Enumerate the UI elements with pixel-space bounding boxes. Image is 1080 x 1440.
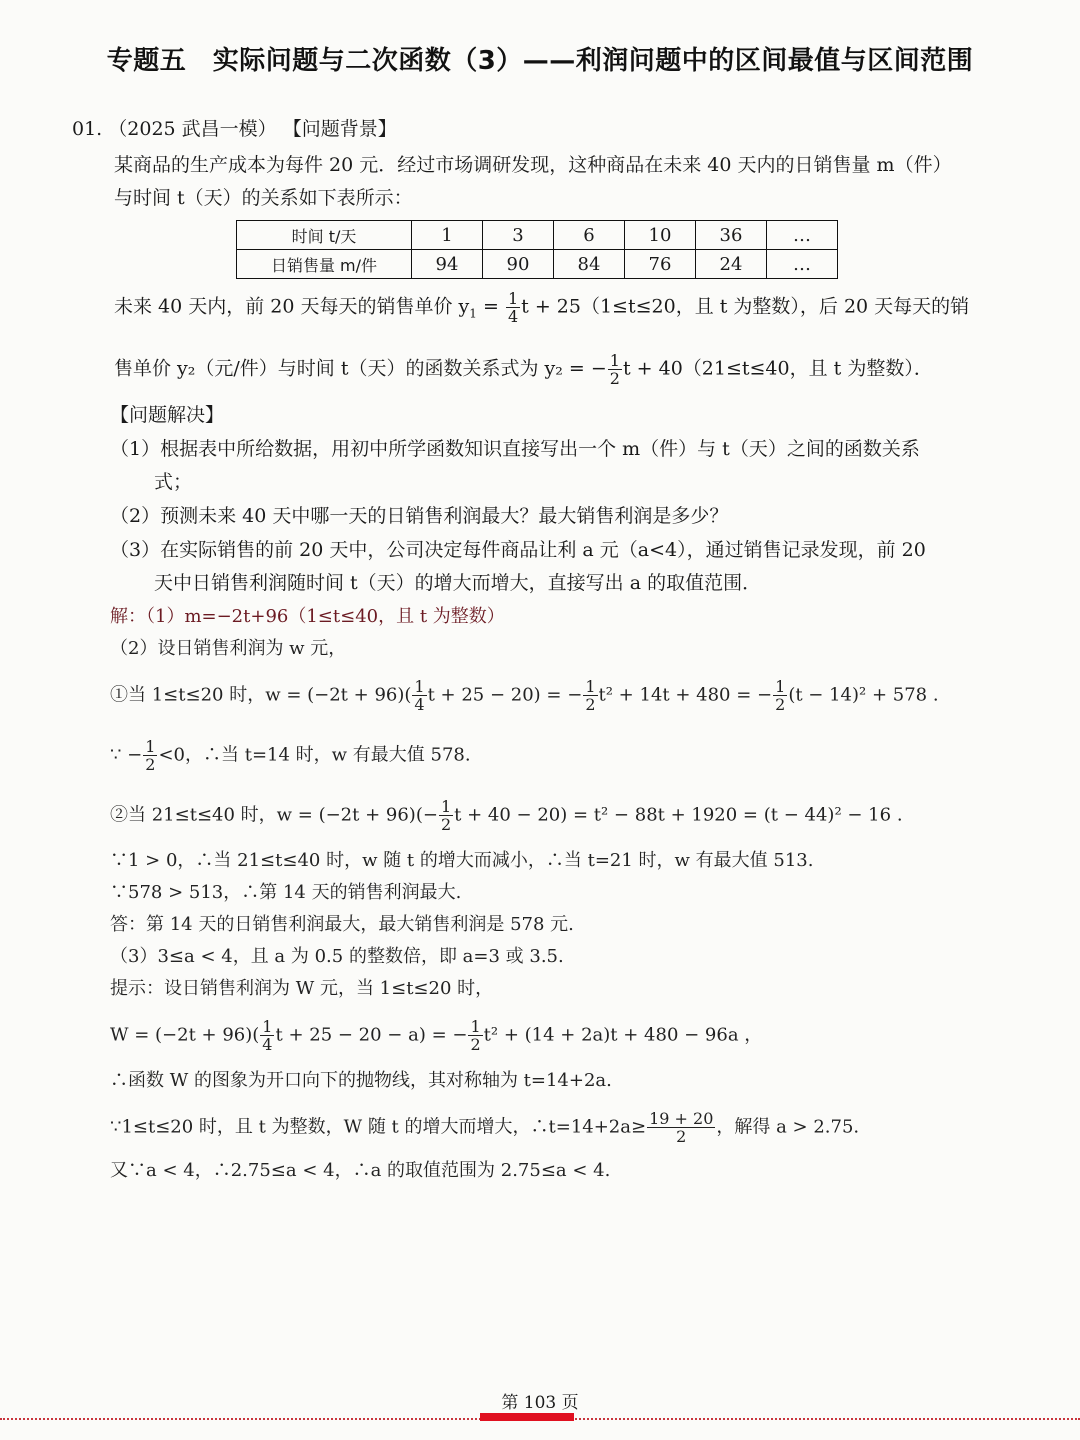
price1-pre: 未来 40 天内，前 20 天每天的销售单价 y: [114, 295, 470, 318]
solution-14: 又∵a < 4，∴2.75≤a < 4，∴a 的取值范围为 2.75≤a < 4.: [110, 1160, 611, 1181]
table-row-label: 时间 t/天: [237, 221, 412, 250]
solution-6: ∵1 > 0，∴当 21≤t≤40 时，w 随 t 的增大而减小，∴当 t=21 时，w 有最大值 513.: [110, 850, 814, 871]
table-cell: 36: [696, 221, 767, 250]
price1-eq: =: [482, 295, 499, 318]
background-label: 【问题背景】: [282, 118, 397, 140]
solution-10: 提示：设日销售利润为 W 元，当 1≤t≤20 时，: [110, 978, 494, 999]
background-text-2: 与时间 t（天）的关系如下表所示：: [114, 187, 413, 209]
price2-post: t + 40（21≤t≤40，且 t 为整数）．: [622, 357, 933, 380]
question-3b: 天中日销售利润随时间 t（天）的增大而增大，直接写出 a 的取值范围．: [154, 572, 762, 594]
solution-2: （2）设日销售利润为 w 元，: [110, 638, 347, 659]
table-cell: 1: [412, 221, 483, 250]
background-text-1: 某商品的生产成本为每件 20 元．经过市场调研发现，这种商品在未来 40 天内的日销售量 m（件）: [114, 154, 952, 176]
solution-12: ∴函数 W 的图象为开口向下的抛物线，其对称轴为 t=14+2a.: [110, 1070, 612, 1091]
price2-pre: 售单价 y₂（元/件）与时间 t（天）的函数关系式为 y₂ = −: [114, 357, 607, 380]
solution-9: （3）3≤a < 4，且 a 为 0.5 的整数倍，即 a=3 或 3.5.: [110, 946, 564, 967]
table-cell: 3: [483, 221, 554, 250]
solution-11: W = (−2t + 96)( $\frac{1}{4}$ t + 25 − 20 − a) = − $\frac{1}{2}$ t² + (14 + 2a)t + 480 − 96a ，: [110, 1017, 763, 1054]
problem-number: 01.: [72, 118, 103, 140]
fraction: $\frac{1}{2}$: [609, 351, 620, 388]
page-number: 第 103 页: [501, 1393, 579, 1413]
table-cell: 90: [483, 250, 554, 279]
price-formula-2: [114, 352, 933, 387]
price-formula-1: 未来 40 天内，前 20 天每天的销售单价 $y_1$ = $\frac{1}{4}$ t + 25（1≤t≤20，且 t 为整数），后 20 天每天的销: [114, 289, 970, 326]
footer-accent-bar: [480, 1413, 574, 1421]
solution-8: 答：第 14 天的日销售利润最大，最大销售利润是 578 元.: [110, 914, 574, 935]
solution-3: ①当 1≤t≤20 时，w = (−2t + 96)( $\frac{1}{4}$ t + 25 − 20) = − $\frac{1}{2}$ t² + 14t + 480 = − $\frac{1}{2}$ (t − 14)² + 578 .: [110, 677, 939, 714]
table-row-label: 日销售量 m/件: [237, 250, 412, 279]
solution-1: 解：（1）m=−2t+96（1≤t≤40，且 t 为整数）: [110, 606, 505, 627]
question-1a: （1）根据表中所给数据，用初中所学函数知识直接写出一个 m（件）与 t（天）之间的函数关系: [110, 438, 920, 460]
table-cell: 24: [696, 250, 767, 279]
solve-label: 【问题解决】: [110, 404, 225, 426]
solution-7: ∵578 > 513，∴第 14 天的销售利润最大.: [110, 882, 462, 903]
table-cell: …: [767, 250, 838, 279]
table-row: [237, 250, 838, 279]
question-2: （2）预测未来 40 天中哪一天的日销售利润最大？最大销售利润是多少？: [110, 505, 729, 527]
table-row: [237, 221, 838, 250]
question-1b: 式；: [154, 471, 193, 493]
table-cell: 84: [554, 250, 625, 279]
problem-header: [72, 114, 397, 144]
table-cell: 10: [625, 221, 696, 250]
solution-5: ②当 21≤t≤40 时，w = (−2t + 96)(− $\frac{1}{2}$ t + 40 − 20) = t² − 88t + 1920 = (t − 44)² − 16 .: [110, 797, 903, 834]
solution-13: ∵1≤t≤20 时，且 t 为整数，W 随 t 的增大而增大，∴t=14+2a≥ $\frac{19 + 20}{2}$ ，解得 a > 2.75.: [110, 1109, 860, 1146]
sales-table: [236, 220, 838, 279]
solution-4: ∵ − $\frac{1}{2}$ <0，∴当 t=14 时，w 有最大值 578.: [110, 737, 471, 774]
problem-source: （2025 武昌一模）: [108, 118, 277, 140]
question-3a: （3）在实际销售的前 20 天中，公司决定每件商品让利 a 元（a<4），通过销售记录发现，前 20: [110, 539, 926, 561]
price1-post: t + 25（1≤t≤20，且 t 为整数），后 20 天每天的销: [521, 295, 970, 318]
table-cell: 94: [412, 250, 483, 279]
table-cell: 76: [625, 250, 696, 279]
table-cell: 6: [554, 221, 625, 250]
page-title: 专题五 实际问题与二次函数（3）——利润问题中的区间最值与区间范围: [106, 46, 974, 76]
table-cell: …: [767, 221, 838, 250]
fraction: $\frac{1}{4}$: [507, 289, 519, 326]
